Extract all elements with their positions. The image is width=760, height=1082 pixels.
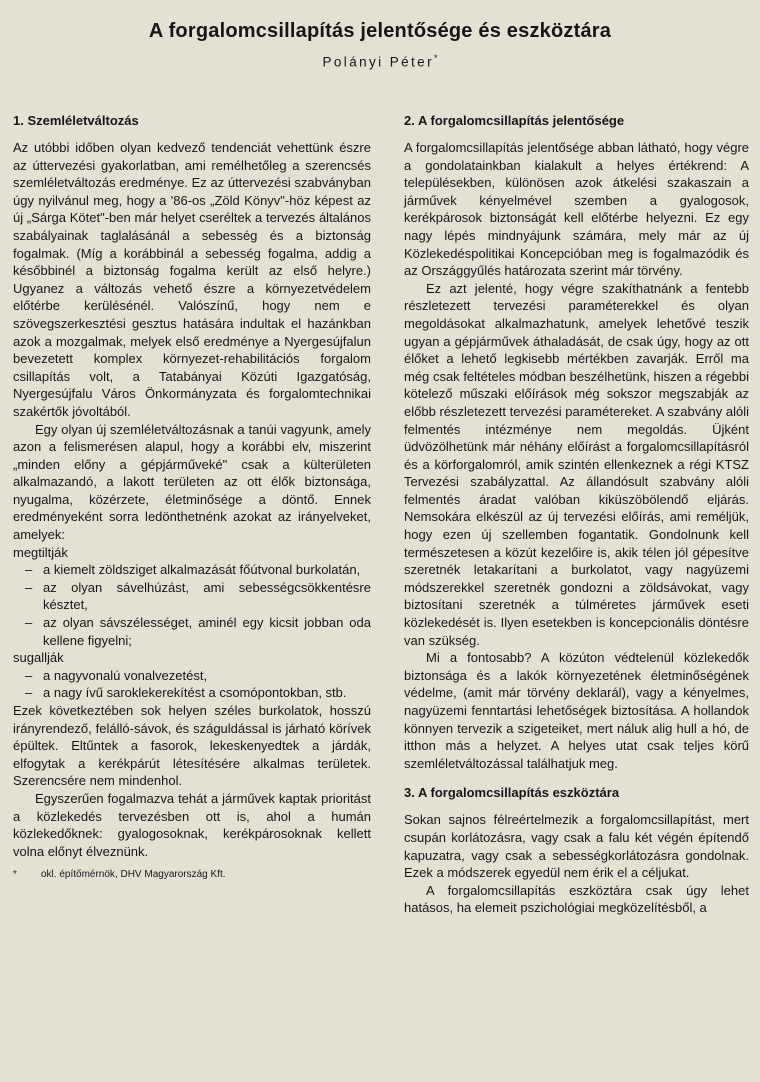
section-3-paragraph-2: A forgalomcsillapítás eszköztára csak úgy lehet hatásos, ha elemeit pszichológiai megközelítésből, a (404, 882, 749, 916)
section-2-paragraph-1: A forgalomcsillapítás jelentősége abban látható, hogy végre a gondolatainkban kialakult a helyes értékrend: A településekben, különösen azok átkelési szakaszain a járművek kényelmével szemben a gyalogosok, kerékpárosok biztonságát kell előtérbe helyezni. Ez egy nagy lépés mindnyájunk számára, mely már az új Közlekedéspolitikai Koncepcióban meg is fogalmazódik és az Országgyűlés határozata szerint már törvény. (404, 140, 749, 279)
author-name: Polányi Péter (322, 54, 434, 70)
section-3-heading: 3. A forgalomcsillapítás eszköztára (404, 785, 620, 801)
article-title: A forgalomcsillapítás jelentősége és eszköztára (148, 20, 612, 42)
section-1-paragraph-1: Az utóbbi időben olyan kedvező tendenciát vehettünk észre az úttervezési gyakorlatban, ami remélhetőleg a szerencsés szemléletváltozás eredménye. Ez az úttervezési szabványban úgy nyilvánul meg, hogy a '86-os „Zöld Könyv"-höz képest az új „Sárga Kötet"-ben már helyet cseréltek a tervezés általános szabályainak taglalásánál a sebesség és a biztonság fogalmak. (Míg a korábbinál a sebesség fogalma, addig a későbbinél a biztonság fogalma került az első helyre.) Ugyanez a változás vehető észre a környezetvédelem előtérbe kerülésénél. Valószínű, hogy nem e szövegszerkesztési gesztus hatására indultak el hazánkban azok a mozgalmak, melyek első eredménye a Nyergesújfalun bevezetett komplex környezet-rehabilitációs forgalom csillapítás volt, a Tatabányai Közúti Igazgatóság, Nyergesújfalu Város Önkormányzata és forgalomtechnikai szakértők jóvoltából. (13, 140, 371, 419)
footnote-mark: * (13, 869, 17, 881)
section-1-paragraph-3: Ezek következtében sok helyen széles burkolatok, hosszú irányrendező, felálló-sávok, és száguldással is járható körívek épültek. Eltűntek a fasorok, lekeskenyedtek a járdák, elfogytak a kerékpárút létesítésére alkalmas területek. Szerencsére nem mindenhol. (13, 703, 371, 789)
left-column (13, 112, 371, 881)
section-1-heading: 1. Szemléletváltozás (13, 113, 139, 128)
forbid-label: megtiltják (13, 544, 68, 560)
author-footnote-mark: * (433, 53, 438, 63)
list-item: – a kiemelt zöldsziget alkalmazását főútvonal burkolatán, (43, 561, 371, 579)
footnote-text: okl. építőmérnök, DHV Magyarország Kft. (41, 869, 226, 881)
author-line (0, 53, 760, 70)
list-item: – a nagyvonalú vonalvezetést, (43, 667, 371, 685)
section-3-paragraph-1: Sokan sajnos félreértelmezik a forgalomcsillapítást, mert csupán korlátozásra, vagy csak a falu két végén építendő kapuzatra, vagy csak a sebességkorlátozásra gondolnak. Ezek a módszerek egyedül nem érik el a céljukat. (404, 812, 749, 881)
section-1-paragraph-4: Egyszerűen fogalmazva tehát a járművek kaptak prioritást a közlekedés tervezésben ott is, ahol a humán közlekedőknek: gyalogosoknak, kerékpárosoknak kellett volna előnyt élveznünk. (13, 790, 371, 859)
forbid-list (13, 561, 371, 649)
section-2-paragraph-3: Mi a fontosabb? A közúton védtelenül közlekedők biztonsága és a lakók környezetének életminőségének védelme, (amit már törvény deklarál), vagy a kényelmes, nagyüzemi fenntartási lehetőségek biztosítása. A hollandok könnyen tervezik a szigeteiket, mert náluk alig hull a hó, de itthon más a helyzet. A helyes utat csak teljes körű szemléletváltozással találhatjuk meg. (404, 650, 749, 771)
list-item: – az olyan sávelhúzást, ami sebességcsökkentésre késztet, (43, 579, 371, 614)
section-2-heading: 2. A forgalomcsillapítás jelentősége (404, 113, 625, 128)
footnote (13, 868, 371, 881)
suggest-list (13, 667, 371, 702)
suggest-label: sugallják (13, 650, 64, 666)
list-item: – az olyan sávszélességet, aminél egy kicsit jobban oda kellene figyelni; (43, 614, 371, 649)
list-item: – a nagy ívű saroklekerekítést a csomópontokban, stb. (43, 684, 371, 702)
right-column (404, 112, 749, 917)
section-2-paragraph-2: Ez azt jelenté, hogy végre szakíthatnánk a fentebb részletezett tervezési paraméterekkel és olyan megoldásokat alkalmazhatunk, amelyek lehetővé teszik ugyan a gépjárművek áthaladását, de csak úgy, hogy az ott élőket a lehető legkisebb mértékben zavarják. Erről ma még csak feltételes módban beszélhetünk, hiszen a régebbi kötelező műszaki előírások még sokszor megszabják az előbb részletezett tervezési paramétereket. A szabvány alóli felmentés intézménye nem megoldás. Üjként üdvözölhetünk már néhány előírást a forgalomcsillapításról és a körforgalomról, amik szintén ellenkeznek a régi KTSZ Tervezési szabályzattal. Az állandósult szabvány alóli felmentés áradat valóban kiküszöbölendő eljárás. Nemsokára elkészül az új tervezési előírás, ami reméljük, hogy ezen új szellemben fogantatik. Gondolnunk kell természetesen a közút kezelőire is, akik télen jól gépesítve szeretnék letakarítani a burkolatot, vagy nagyüzemi módszerekkel szeretnék gondozni a zöldsávokat, vagy biztosítani szeretnék a túlméretes járművek eseti közlekedését is. Ilyen esetekben is koncepcionális döntésre van szükség. (404, 280, 749, 648)
section-1-paragraph-2: Egy olyan új szemléletváltozásnak a tanúi vagyunk, amely azon a felismerésen alapul, hogy a korábbi elv, miszerint „minden előny a gépjárműveké" csak a külterületen alkalmazandó, a lakott területen az ott élők biztonsága, nyugalma, közérzete, életminősége a döntő. Ennek eredményeként sorra ledönthetnénk azokat az irányelveket, amelyek: (13, 421, 371, 543)
